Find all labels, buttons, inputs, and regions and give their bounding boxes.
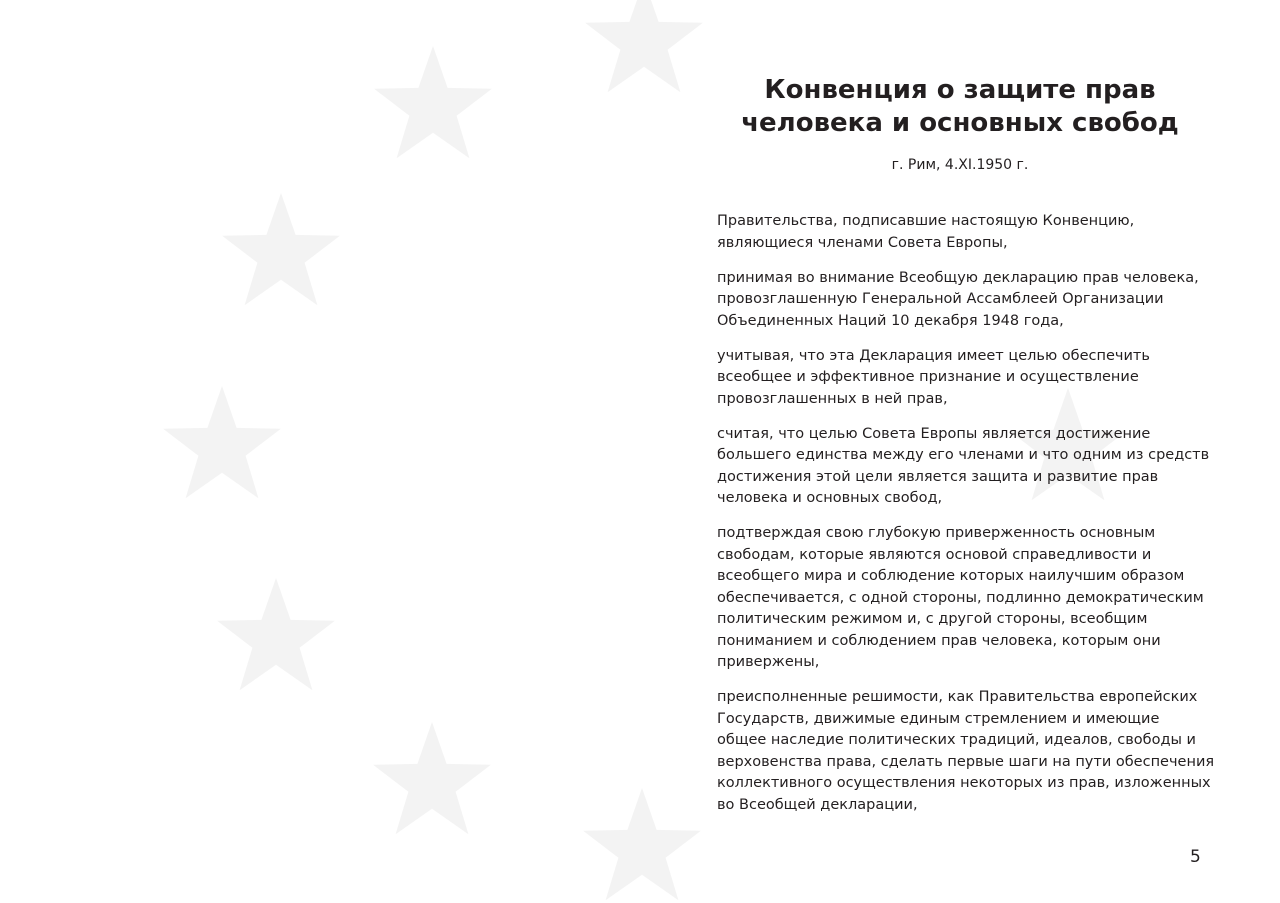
text-line: провозглашенных в ней прав, (717, 390, 948, 407)
text-line: достижения этой цели является защита и развитие прав (717, 468, 1159, 485)
text-line: Государств, движимые единым стремлением и имеющие (717, 710, 1160, 727)
text-line: большего единства между его членами и что одним из средств (717, 447, 1210, 463)
text-line: Объединенных Наций 10 декабря 1948 года, (717, 312, 1064, 329)
text-line: коллективного осуществления некоторых из прав, изложенных (717, 775, 1211, 791)
text-line: свободам, которые являются основой справедливости и (717, 546, 1152, 563)
text-line: привержены, (717, 654, 820, 670)
star-icon (217, 578, 335, 690)
title-line: человека и основных свобод (741, 108, 1179, 138)
text-line: принимая во внимание Всеобщую декларацию прав человека, (717, 269, 1199, 286)
text-line: являющиеся членами Совета Европы, (717, 234, 1008, 251)
star-icon (222, 193, 340, 305)
text-line: человека и основных свобод, (717, 490, 943, 506)
text-line: обеспечивается, с одной стороны, подлинно демократическим (717, 589, 1204, 606)
document-content (717, 74, 1215, 830)
title-line: Конвенция о защите прав (764, 75, 1156, 105)
paragraph (717, 268, 1207, 333)
paragraph (717, 346, 1207, 411)
text-line: подтверждая свою глубокую приверженность основным (717, 525, 1156, 541)
text-line: всеобщего мира и соблюдение которых наилучшим образом (717, 568, 1185, 584)
text-line: во Всеобщей декларации, (717, 796, 918, 813)
paragraph (717, 523, 1207, 674)
page-number: 5 (1190, 847, 1201, 867)
text-line: провозглашенную Генеральной Ассамблеей Организации (717, 291, 1164, 307)
star-icon (583, 788, 701, 900)
paragraph (717, 687, 1215, 816)
text-line: общее наследие политических традиций, идеалов, свободы и (717, 732, 1196, 748)
document-title (717, 74, 1203, 140)
text-line: верховенства права, сделать первые шаги на пути обеспечения (717, 753, 1215, 770)
text-line: считая, что целью Совета Европы является достижение (717, 425, 1151, 442)
preamble-text (717, 211, 1215, 816)
text-line: преисполненные решимости, как Правительства европейских (717, 689, 1198, 705)
star-icon (585, 0, 703, 92)
star-icon (374, 46, 492, 158)
paragraph (717, 424, 1210, 510)
place-date: г. Рим, 4.XI.1950 г. (891, 157, 1029, 173)
text-line: всеобщее и эффективное признание и осуществление (717, 369, 1139, 385)
text-line: учитывая, что эта Декларация имеет целью обеспечить (717, 347, 1150, 364)
text-line: Правительства, подписавшие настоящую Конвенцию, (717, 213, 1135, 229)
paragraph (717, 211, 1207, 254)
star-icon (163, 386, 281, 498)
text-line: политическим режимом и, с другой стороны, всеобщим (717, 611, 1148, 627)
star-icon (373, 722, 491, 834)
text-line: пониманием и соблюдением прав человека, которым они (717, 632, 1161, 649)
